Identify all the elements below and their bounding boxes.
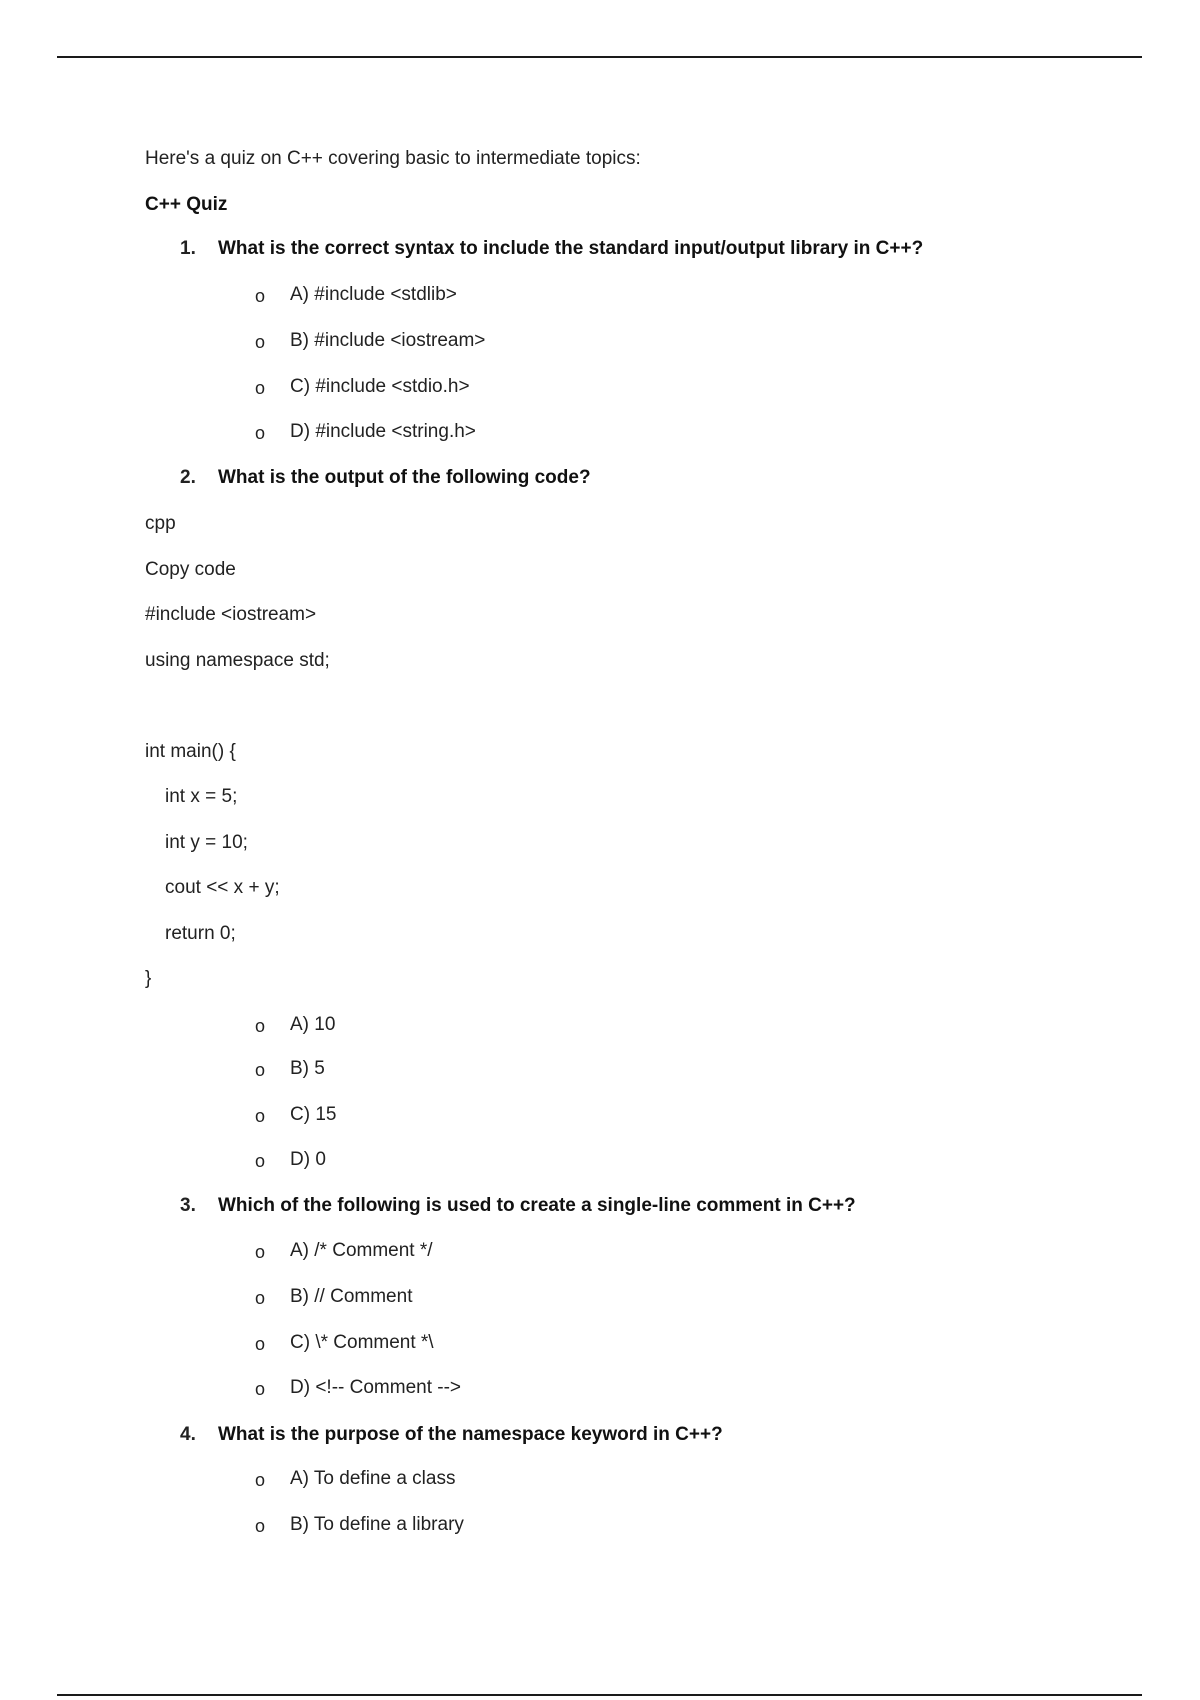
option-bullet: o [255, 1470, 266, 1490]
option-text: D) #include <string.h> [290, 421, 476, 442]
option-bullet: o [255, 1516, 266, 1536]
header-rule [57, 56, 1142, 58]
option-bullet: o [255, 286, 266, 306]
option-bullet: o [255, 1016, 266, 1036]
option-text: B) 5 [290, 1058, 325, 1079]
option-bullet: o [255, 1288, 266, 1308]
option-bullet: o [255, 1379, 266, 1399]
code-line: return 0; [165, 923, 236, 944]
code-line: #include <iostream> [145, 604, 317, 625]
code-line: int main() { [145, 741, 236, 762]
option-text: C) 15 [290, 1104, 337, 1125]
option-text: A) To define a class [290, 1468, 456, 1489]
option-text: C) #include <stdio.h> [290, 376, 470, 397]
question-number: 4. [180, 1424, 196, 1445]
code-line: } [145, 968, 152, 989]
option-bullet: o [255, 1334, 266, 1354]
option-bullet: o [255, 1242, 266, 1262]
option-text: D) <!-- Comment --> [290, 1377, 462, 1398]
code-line: int x = 5; [165, 786, 238, 807]
option-text: A) /* Comment */ [290, 1240, 433, 1261]
option-bullet: o [255, 1106, 266, 1126]
option-bullet: o [255, 378, 266, 398]
option-text: B) #include <iostream> [290, 330, 486, 351]
question-text: What is the purpose of the namespace keyword in C++? [218, 1424, 723, 1445]
question-number: 2. [180, 467, 196, 488]
code-language-label: cpp [145, 513, 176, 534]
option-bullet: o [255, 423, 266, 443]
option-text: D) 0 [290, 1149, 326, 1170]
quiz-title: C++ Quiz [145, 194, 228, 215]
option-text: B) To define a library [290, 1514, 464, 1535]
footer-rule [57, 1694, 1142, 1696]
option-bullet: o [255, 1060, 266, 1080]
option-text: A) #include <stdlib> [290, 284, 457, 305]
question-text: What is the correct syntax to include the standard input/output library in C++? [218, 238, 924, 259]
option-text: A) 10 [290, 1014, 336, 1035]
question-number: 1. [180, 238, 196, 259]
copy-code-button[interactable]: Copy code [145, 559, 236, 580]
code-line: cout << x + y; [165, 877, 280, 898]
intro-text: Here's a quiz on C++ covering basic to intermediate topics: [145, 148, 641, 169]
code-line: using namespace std; [145, 650, 330, 671]
option-bullet: o [255, 1151, 266, 1171]
code-line: int y = 10; [165, 832, 248, 853]
option-text: C) \* Comment *\ [290, 1332, 434, 1353]
question-text: What is the output of the following code? [218, 467, 591, 488]
option-bullet: o [255, 332, 266, 352]
option-text: B) // Comment [290, 1286, 413, 1307]
question-number: 3. [180, 1195, 196, 1216]
question-text: Which of the following is used to create a single-line comment in C++? [218, 1195, 856, 1216]
